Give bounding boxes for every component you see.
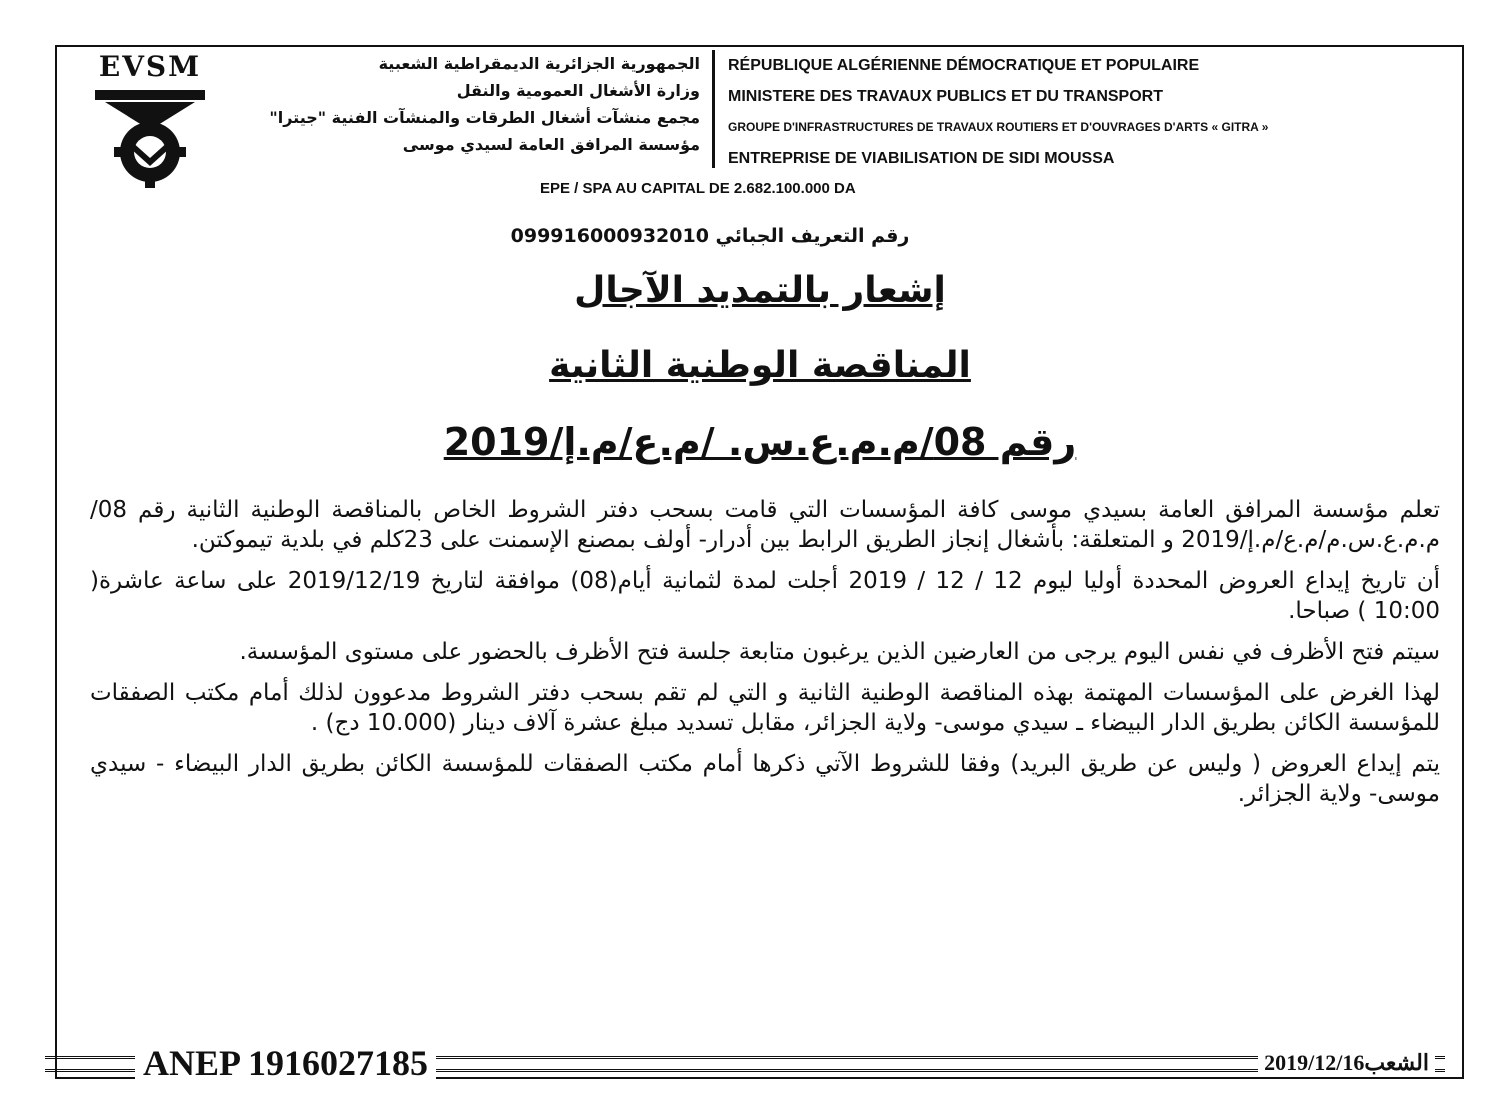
notice-body [90,495,1440,820]
gear-logo-icon [90,90,210,190]
capital-line: EPE / SPA AU CAPITAL DE 2.682.100.000 DA [540,180,856,197]
french-header-line: RÉPUBLIQUE ALGÉRIENNE DÉMOCRATIQUE ET POPULAIRE [728,57,1200,74]
notice-subtitle: المناقصة الوطنية الثانية [549,345,971,386]
body-paragraph: لهذا الغرض على المؤسسات المهتمة بهذه المناقصة الوطنية الثانية و التي لم تقم بسحب دفتر الشروط مدعوون لذلك أمام مكتب الصفقات للمؤسسة الكائن بطريق الدار البيضاء ـ سيدي موسى- ولاية الجزائر، مقابل تسديد مبلغ عشرة آلاف دينار (10.000 دج) . [90,680,1440,736]
french-header-line: GROUPE D'INFRASTRUCTURES DE TRAVAUX ROUTIERS ET D'OUVRAGES D'ARTS « GITRA » [728,120,1269,134]
notice-title: إشعار بالتمديد الآجال [574,270,946,311]
tax-id: رقم التعريف الجبائي 099916000932010 [510,225,910,247]
body-paragraph: سيتم فتح الأظرف في نفس اليوم يرجى من العارضين الذين يرغبون متابعة جلسة فتح الأظرف بالحضور على مستوى المؤسسة. [239,639,1440,665]
logo-text: EVSM [98,50,202,83]
arabic-header-line: الجمهورية الجزائرية الديمقراطية الشعبية [378,54,700,73]
anep-reference: ANEP 1916027185 [135,1042,436,1084]
header-divider [712,50,715,168]
french-header [728,50,1453,174]
publication-date: الشعب2019/12/16 [1258,1050,1435,1076]
body-paragraph: يتم إيداع العروض ( وليس عن طريق البريد) وفقا للشروط الآتي ذكرها أمام مكتب الصفقات للمؤسسة الكائن بطريق الدار البيضاء - سيدي موسى- ولاية الجزائر. [90,751,1440,807]
body-paragraph: تعلم مؤسسة المرافق العامة بسيدي موسى كافة المؤسسات التي قامت بسحب دفتر الشروط الخاص بالمناقصة الوطنية الثانية رقم 08/م.م.ع.س.م/م.ع/م.إ/2019 و المتعلقة: بأشغال إنجاز الطريق الرابط بين أدرار- أولف بمصنع الإسمنت على 23كلم في بلدية تيموكتن. [90,497,1440,553]
arabic-header-line: مجمع منشآت أشغال الطرقات والمنشآت الفنية "جيترا" [269,108,700,127]
company-logo [75,50,225,190]
french-header-line: ENTREPRISE DE VIABILISATION DE SIDI MOUSSA [728,150,1115,167]
arabic-header-line: مؤسسة المرافق العامة لسيدي موسى [402,135,700,154]
tender-reference: رقم 08/م.م.ع.س. /م.ع/م.إ/2019 [443,420,1077,464]
footer [45,1042,1465,1082]
arabic-header-line: وزارة الأشغال العمومية والنقل [456,81,700,100]
arabic-header [235,50,700,158]
french-header-line: MINISTERE DES TRAVAUX PUBLICS ET DU TRANSPORT [728,88,1163,105]
body-paragraph: أن تاريخ إيداع العروض المحددة أوليا ليوم 12 / 12 / 2019 أجلت لمدة لثمانية أيام(08) موافقة لتاريخ 2019/12/19 على ساعة عاشرة( 10:00 ) صباحا. [90,568,1440,624]
